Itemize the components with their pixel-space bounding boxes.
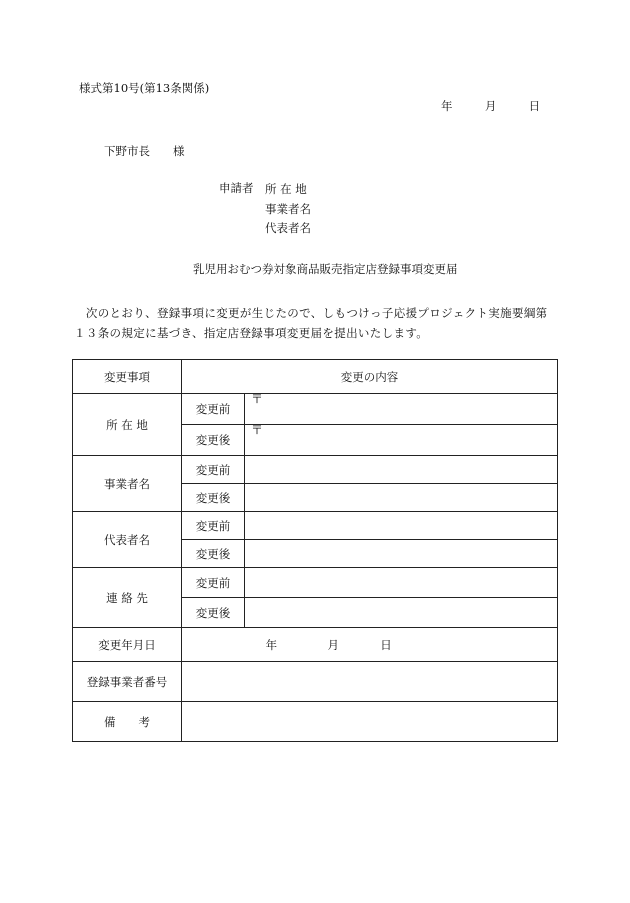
change-date-field[interactable] [182,628,558,662]
change-date-year: 年 [265,637,278,652]
representative-before-label: 変更前 [182,512,245,540]
header-item: 変更事項 [73,360,182,394]
table-row [73,456,558,484]
remarks-field[interactable] [182,702,558,742]
date-day-label: 日 [528,99,541,113]
address-after-label: 変更後 [182,425,245,456]
row-contact-label: 連 絡 先 [73,568,182,628]
table-row [73,662,558,702]
representative-before-field[interactable] [245,512,558,540]
form-number: 様式第10号(第13条関係) [79,81,210,95]
business-name-after-label: 変更後 [182,484,245,512]
business-name-after-field[interactable] [245,484,558,512]
date-month-label: 月 [484,99,497,113]
header-content: 変更の内容 [182,360,558,394]
remarks-label: 備 考 [73,702,182,742]
representative-after-label: 変更後 [182,540,245,568]
body-text [74,303,548,343]
applicant-fields [265,180,311,239]
change-table [72,359,558,742]
recipient: 下野市長 様 [104,144,185,158]
contact-after-field[interactable] [245,598,558,628]
contact-before-field[interactable] [245,568,558,598]
registration-number-label: 登録事業者番号 [73,662,182,702]
change-date-month: 月 [327,637,339,652]
table-row [73,702,558,742]
applicant-business-name-label: 事業者名 [265,201,311,216]
table-header-row [73,360,558,394]
table-row [73,394,558,425]
body-line-1: 次のとおり、登録事項に変更が生じたので、しもつけっ子応援プロジェクト実施要綱第 [74,306,548,320]
registration-number-field[interactable] [182,662,558,702]
applicant-label: 申請者 [219,181,254,195]
table-row [73,568,558,598]
change-date-label: 変更年月日 [73,628,182,662]
representative-after-field[interactable] [245,540,558,568]
applicant-address-label: 所 在 地 [265,182,307,196]
business-name-before-label: 変更前 [182,456,245,484]
postal-mark-icon: 〒 [251,423,264,437]
contact-after-label: 変更後 [182,598,245,628]
change-date-day: 日 [380,637,392,652]
table-row [73,628,558,662]
row-business-name-label: 事業者名 [73,456,182,512]
table-row [73,512,558,540]
body-line-2: １３条の規定に基づき、指定店登録事項変更届を提出いたします。 [74,326,429,340]
row-representative-label: 代表者名 [73,512,182,568]
contact-before-label: 変更前 [182,568,245,598]
address-before-label: 変更前 [182,394,245,425]
row-address-label: 所 在 地 [73,394,182,456]
document-title: 乳児用おむつ券対象商品販売指定店登録事項変更届 [193,262,458,276]
submission-date [441,98,540,114]
postal-mark-icon: 〒 [251,392,264,406]
address-after-field[interactable] [245,425,558,456]
applicant-representative-label: 代表者名 [265,221,311,235]
date-year-label: 年 [441,99,453,113]
business-name-before-field[interactable] [245,456,558,484]
address-before-field[interactable] [245,394,558,425]
